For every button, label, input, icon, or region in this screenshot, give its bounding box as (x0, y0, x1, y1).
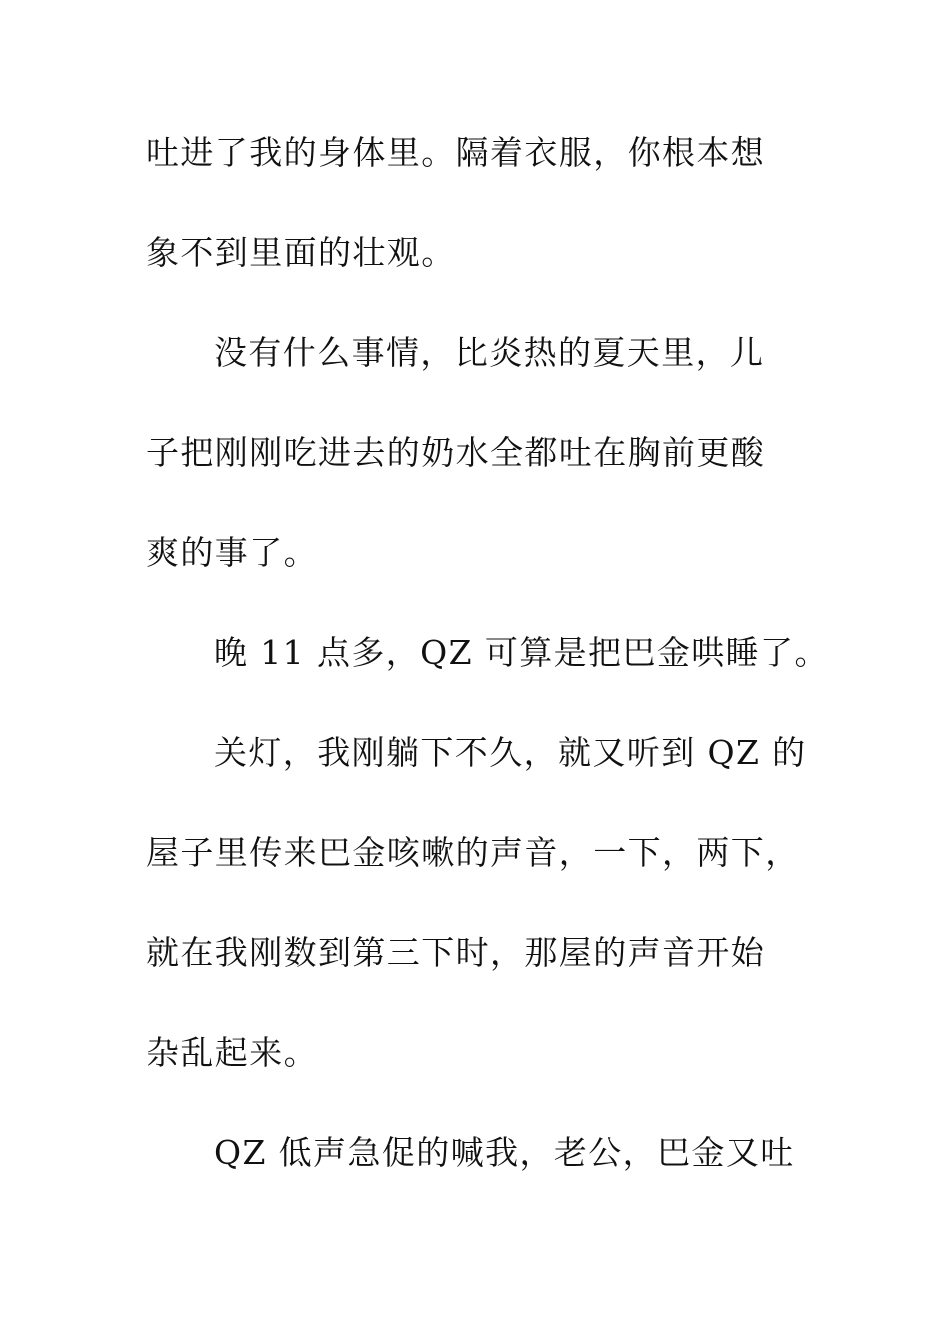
text-line: 没有什么事情，比炎热的夏天里，儿 (214, 333, 765, 372)
text-line: 象不到里面的壮观。 (146, 233, 456, 272)
text-line: 屋子里传来巴金咳嗽的声音，一下，两下， (146, 833, 800, 872)
text-line: 杂乱起来。 (146, 1033, 318, 1072)
text-line: 子把刚刚吃进去的奶水全都吐在胸前更酸 (146, 433, 766, 472)
text-line: 就在我刚数到第三下时，那屋的声音开始 (146, 933, 766, 972)
text-line: 关灯，我刚躺下不久，就又听到 QZ 的 (214, 733, 807, 772)
text-line: 爽的事了。 (146, 533, 318, 572)
text-line: 晚 11 点多，QZ 可算是把巴金哄睡了。 (214, 633, 829, 672)
text-line: QZ 低声急促的喊我，老公，巴金又吐 (214, 1133, 795, 1172)
text-line: 吐进了我的身体里。隔着衣服，你根本想 (146, 133, 766, 172)
